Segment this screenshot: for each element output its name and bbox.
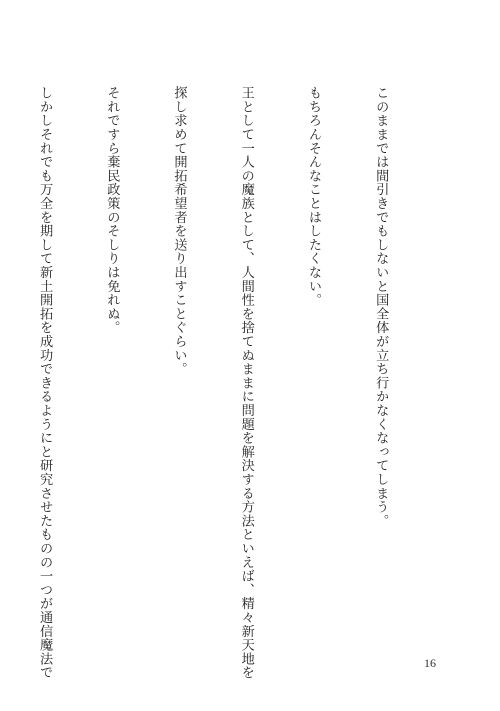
text-line: このままでは間引きでもしないと国全体が立ち行かなくなってしまう。 xyxy=(373,86,389,528)
text-line: それですら棄民政策のそしりは免れぬ。 xyxy=(104,86,120,335)
text-line: もちろんそんなことはしたくない。 xyxy=(305,86,321,307)
text-line: しかしそれでも万全を期して新土開拓を成功できるようにと研究させたものの一つが通信魔法で xyxy=(37,86,53,680)
page-number: 16 xyxy=(424,656,436,670)
text-line: 王として一人の魔族として、人間性を捨てぬままに問題を解決する方法といえば、精々新天地を xyxy=(238,86,254,680)
text-line: 探し求めて開拓希望者を送り出すことぐらい。 xyxy=(171,86,187,376)
